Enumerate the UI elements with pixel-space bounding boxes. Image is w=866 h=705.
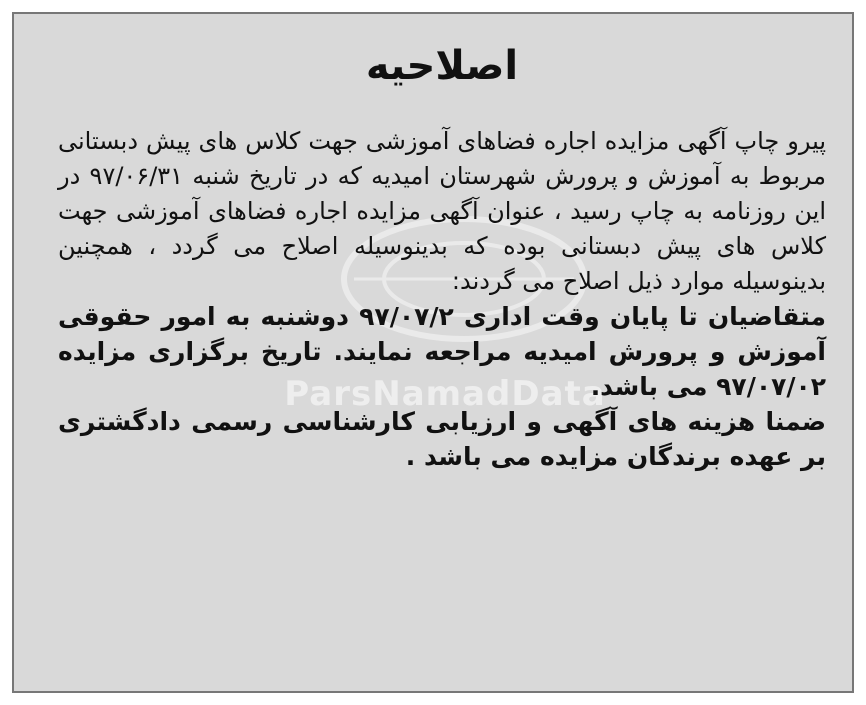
notice-title: اصلاحیه bbox=[365, 43, 519, 89]
notice-content bbox=[58, 34, 826, 474]
watermark-text: ParsNamadData bbox=[284, 374, 606, 414]
notice-paragraph-bold-2: ضمنا هزینه های آگهی و ارزیابی کارشناسی رسمی دادگشتری بر عهده برندگان مزایده می باشد . bbox=[58, 407, 826, 471]
notice-paragraph-regular: پیرو چاپ آگهی مزایده اجاره فضاهای آموزشی جهت کلاس های پیش دبستانی مربوط به آموزش و پرورش شهرستان امیدیه که در تاریخ شنبه ۹۷/۰۶/۳۱ در این روزنامه به چاپ رسید ، عنوان آگهی مزایده اجاره فضاهای آموزشی جهت کلاس های پیش دبستانی بوده که بدینوسیله اصلاح می گردد ، همچنین بدینوسیله موارد ذیل اصلاح می گردند: bbox=[58, 127, 827, 295]
notice-frame bbox=[12, 12, 854, 693]
notice-paragraph-bold-1: متقاضیان تا پایان وقت اداری ۹۷/۰۷/۲ دوشنبه به امور حقوقی آموزش و پرورش امیدیه مراجعه نمایند. تاریخ برگزاری مزایده ۹۷/۰۷/۰۲ می باشد. bbox=[58, 302, 826, 401]
